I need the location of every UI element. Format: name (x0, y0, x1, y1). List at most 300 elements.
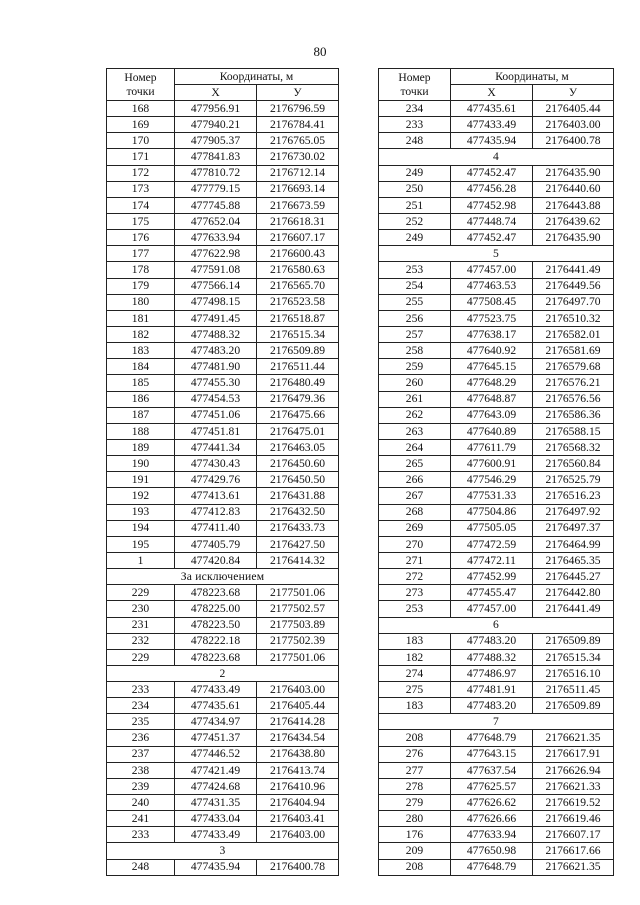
point-number-cell: 251 (379, 197, 451, 213)
x-coordinate-cell: 477456.28 (451, 181, 533, 197)
y-coordinate-cell: 2176403.41 (257, 811, 339, 827)
table-row (107, 359, 339, 375)
y-coordinate-cell: 2176509.89 (533, 698, 614, 714)
y-coordinate-cell: 2176525.79 (533, 472, 614, 488)
table-row (107, 456, 339, 472)
point-number-cell: 183 (107, 343, 175, 359)
point-number-cell: 248 (379, 133, 451, 149)
x-coordinate-cell: 477643.09 (451, 407, 533, 423)
header-coordinates: Координаты, м (451, 69, 614, 85)
table-row (107, 310, 339, 326)
table-row (107, 746, 339, 762)
table-row (107, 504, 339, 520)
page-number: 80 (313, 44, 327, 59)
table-row (107, 762, 339, 778)
point-number-cell: 278 (379, 778, 451, 794)
table-row (379, 310, 614, 326)
y-coordinate-cell: 2176730.02 (257, 149, 339, 165)
point-number-cell: 240 (107, 795, 175, 811)
x-coordinate-cell: 477591.08 (175, 262, 257, 278)
section-row (107, 665, 339, 681)
table-row (379, 569, 614, 585)
point-number-cell: 179 (107, 278, 175, 294)
point-number-cell: 180 (107, 294, 175, 310)
point-number-cell: 260 (379, 375, 451, 391)
point-number-cell: 265 (379, 456, 451, 472)
x-coordinate-cell: 477640.89 (451, 423, 533, 439)
x-coordinate-cell: 477433.49 (175, 827, 257, 843)
x-coordinate-cell: 477434.97 (175, 714, 257, 730)
header-point-line1: Номер (398, 71, 431, 85)
y-coordinate-cell: 2176509.89 (257, 343, 339, 359)
right-table-body (379, 101, 614, 876)
y-coordinate-cell: 2176621.35 (533, 859, 614, 875)
table-row (107, 601, 339, 617)
point-number-cell: 208 (379, 859, 451, 875)
point-number-cell: 249 (379, 165, 451, 181)
y-coordinate-cell: 2176568.32 (533, 439, 614, 455)
point-number-cell: 1 (107, 552, 175, 568)
point-number-cell: 186 (107, 391, 175, 407)
point-number-cell: 271 (379, 552, 451, 568)
table-row (107, 294, 339, 310)
table-row (107, 488, 339, 504)
table-row (379, 423, 614, 439)
table-row (379, 601, 614, 617)
table-row (107, 133, 339, 149)
x-coordinate-cell: 477638.17 (451, 326, 533, 342)
y-coordinate-cell: 2176518.87 (257, 310, 339, 326)
table-row (107, 859, 339, 875)
point-number-cell: 189 (107, 439, 175, 455)
x-coordinate-cell: 477457.00 (451, 601, 533, 617)
x-coordinate-cell: 477454.53 (175, 391, 257, 407)
table-row (379, 730, 614, 746)
y-coordinate-cell: 2176576.56 (533, 391, 614, 407)
table-row (379, 795, 614, 811)
section-label: 4 (379, 149, 614, 165)
table-row (379, 133, 614, 149)
x-coordinate-cell: 477435.61 (175, 698, 257, 714)
section-row (379, 617, 614, 633)
table-row (379, 843, 614, 859)
point-number-cell: 276 (379, 746, 451, 762)
point-number-cell: 255 (379, 294, 451, 310)
table-row (379, 375, 614, 391)
x-coordinate-cell: 477648.79 (451, 859, 533, 875)
table-row (379, 649, 614, 665)
y-coordinate-cell: 2176619.46 (533, 811, 614, 827)
x-coordinate-cell: 477956.91 (175, 101, 257, 117)
x-coordinate-cell: 477431.35 (175, 795, 257, 811)
x-coordinate-cell: 477446.52 (175, 746, 257, 762)
y-coordinate-cell: 2176405.44 (533, 101, 614, 117)
y-coordinate-cell: 2177501.06 (257, 585, 339, 601)
x-coordinate-cell: 477448.74 (451, 213, 533, 229)
x-coordinate-cell: 477455.47 (451, 585, 533, 601)
y-coordinate-cell: 2176475.01 (257, 423, 339, 439)
x-coordinate-cell: 477841.83 (175, 149, 257, 165)
table-row (107, 698, 339, 714)
point-number-cell: 275 (379, 682, 451, 698)
y-coordinate-cell: 2176465.35 (533, 552, 614, 568)
point-number-cell: 269 (379, 520, 451, 536)
x-coordinate-cell: 477779.15 (175, 181, 257, 197)
y-coordinate-cell: 2176463.05 (257, 439, 339, 455)
y-coordinate-cell: 2176400.78 (533, 133, 614, 149)
point-number-cell: 170 (107, 133, 175, 149)
x-coordinate-cell: 477457.00 (451, 262, 533, 278)
table-row (379, 117, 614, 133)
point-number-cell: 280 (379, 811, 451, 827)
section-label: 3 (107, 843, 339, 859)
y-coordinate-cell: 2176607.17 (533, 827, 614, 843)
table-row (107, 472, 339, 488)
table-row (107, 197, 339, 213)
x-coordinate-cell: 477429.76 (175, 472, 257, 488)
table-row (379, 439, 614, 455)
point-number-cell: 264 (379, 439, 451, 455)
point-number-cell: 259 (379, 359, 451, 375)
point-number-cell: 190 (107, 456, 175, 472)
y-coordinate-cell: 2176400.78 (257, 859, 339, 875)
header-coordinates: Координаты, м (175, 69, 339, 85)
y-coordinate-cell: 2176673.59 (257, 197, 339, 213)
x-coordinate-cell: 477940.21 (175, 117, 257, 133)
point-number-cell: 209 (379, 843, 451, 859)
x-coordinate-cell: 478223.68 (175, 585, 257, 601)
section-label: 5 (379, 246, 614, 262)
x-coordinate-cell: 477810.72 (175, 165, 257, 181)
table-row (107, 730, 339, 746)
point-number-cell: 233 (379, 117, 451, 133)
x-coordinate-cell: 478222.18 (175, 633, 257, 649)
x-coordinate-cell: 477433.49 (451, 117, 533, 133)
x-coordinate-cell: 477523.75 (451, 310, 533, 326)
point-number-cell: 176 (379, 827, 451, 843)
table-row (379, 811, 614, 827)
y-coordinate-cell: 2176626.94 (533, 762, 614, 778)
table-row (107, 649, 339, 665)
point-number-cell: 237 (107, 746, 175, 762)
y-coordinate-cell: 2176445.27 (533, 569, 614, 585)
table-row (107, 714, 339, 730)
table-row (379, 827, 614, 843)
x-coordinate-cell: 477566.14 (175, 278, 257, 294)
y-coordinate-cell: 2176621.35 (533, 730, 614, 746)
table-row (379, 746, 614, 762)
point-number-cell: 191 (107, 472, 175, 488)
table-row (107, 213, 339, 229)
table-row (379, 230, 614, 246)
table-row (379, 552, 614, 568)
table-row (379, 536, 614, 552)
y-coordinate-cell: 2176440.60 (533, 181, 614, 197)
y-coordinate-cell: 2176515.34 (257, 326, 339, 342)
y-coordinate-cell: 2176580.63 (257, 262, 339, 278)
x-coordinate-cell: 477648.29 (451, 375, 533, 391)
y-coordinate-cell: 2176607.17 (257, 230, 339, 246)
table-row (107, 795, 339, 811)
point-number-cell: 194 (107, 520, 175, 536)
table-row (107, 149, 339, 165)
point-number-cell: 236 (107, 730, 175, 746)
point-number-cell: 181 (107, 310, 175, 326)
x-coordinate-cell: 477452.47 (451, 165, 533, 181)
x-coordinate-cell: 477745.88 (175, 197, 257, 213)
point-number-cell: 250 (379, 181, 451, 197)
point-number-cell: 256 (379, 310, 451, 326)
point-number-cell: 270 (379, 536, 451, 552)
section-row (379, 246, 614, 262)
point-number-cell: 183 (379, 698, 451, 714)
x-coordinate-cell: 477504.86 (451, 504, 533, 520)
y-coordinate-cell: 2176693.14 (257, 181, 339, 197)
table-row (107, 278, 339, 294)
y-coordinate-cell: 2176449.56 (533, 278, 614, 294)
y-coordinate-cell: 2176586.36 (533, 407, 614, 423)
left-table-body (107, 101, 339, 876)
point-number-cell: 268 (379, 504, 451, 520)
section-row (379, 149, 614, 165)
section-label: За исключением (107, 569, 339, 585)
point-number-cell: 257 (379, 326, 451, 342)
y-coordinate-cell: 2176450.60 (257, 456, 339, 472)
table-row (379, 407, 614, 423)
x-coordinate-cell: 477505.05 (451, 520, 533, 536)
point-number-cell: 253 (379, 262, 451, 278)
y-coordinate-cell: 2176427.50 (257, 536, 339, 552)
x-coordinate-cell: 477435.94 (451, 133, 533, 149)
x-coordinate-cell: 477420.84 (175, 552, 257, 568)
y-coordinate-cell: 2176404.94 (257, 795, 339, 811)
point-number-cell: 192 (107, 488, 175, 504)
point-number-cell: 274 (379, 665, 451, 681)
point-number-cell: 230 (107, 601, 175, 617)
table-row (107, 439, 339, 455)
x-coordinate-cell: 477452.98 (451, 197, 533, 213)
x-coordinate-cell: 477451.37 (175, 730, 257, 746)
y-coordinate-cell: 2176475.66 (257, 407, 339, 423)
table-row (379, 359, 614, 375)
point-number-cell: 187 (107, 407, 175, 423)
table-row (107, 407, 339, 423)
coordinates-table-right (378, 68, 614, 876)
point-number-cell: 258 (379, 343, 451, 359)
x-coordinate-cell: 477648.87 (451, 391, 533, 407)
point-number-cell: 182 (107, 326, 175, 342)
x-coordinate-cell: 477652.04 (175, 213, 257, 229)
x-coordinate-cell: 477413.61 (175, 488, 257, 504)
point-number-cell: 261 (379, 391, 451, 407)
x-coordinate-cell: 477546.29 (451, 472, 533, 488)
point-number-cell: 267 (379, 488, 451, 504)
x-coordinate-cell: 477451.06 (175, 407, 257, 423)
x-coordinate-cell: 477637.54 (451, 762, 533, 778)
x-coordinate-cell: 477472.59 (451, 536, 533, 552)
y-coordinate-cell: 2176560.84 (533, 456, 614, 472)
point-number-cell: 235 (107, 714, 175, 730)
table-row (379, 488, 614, 504)
y-coordinate-cell: 2176576.21 (533, 375, 614, 391)
x-coordinate-cell: 477626.66 (451, 811, 533, 827)
y-coordinate-cell: 2176414.28 (257, 714, 339, 730)
point-number-cell: 185 (107, 375, 175, 391)
y-coordinate-cell: 2176588.15 (533, 423, 614, 439)
table-row (107, 262, 339, 278)
point-number-cell: 184 (107, 359, 175, 375)
table-row (107, 165, 339, 181)
table-row (379, 504, 614, 520)
x-coordinate-cell: 477486.97 (451, 665, 533, 681)
point-number-cell: 182 (379, 649, 451, 665)
table-row (107, 536, 339, 552)
y-coordinate-cell: 2176435.90 (533, 165, 614, 181)
table-row (379, 343, 614, 359)
table-row (379, 278, 614, 294)
y-coordinate-cell: 2176523.58 (257, 294, 339, 310)
y-coordinate-cell: 2176441.49 (533, 262, 614, 278)
y-coordinate-cell: 2176432.50 (257, 504, 339, 520)
y-coordinate-cell: 2176582.01 (533, 326, 614, 342)
x-coordinate-cell: 477600.91 (451, 456, 533, 472)
x-coordinate-cell: 477483.20 (451, 698, 533, 714)
point-number-cell: 174 (107, 197, 175, 213)
table-row (107, 520, 339, 536)
point-number-cell: 253 (379, 601, 451, 617)
x-coordinate-cell: 477412.83 (175, 504, 257, 520)
y-coordinate-cell: 2177503.89 (257, 617, 339, 633)
y-coordinate-cell: 2176403.00 (257, 827, 339, 843)
y-coordinate-cell: 2176497.70 (533, 294, 614, 310)
table-row (107, 633, 339, 649)
x-coordinate-cell: 477650.98 (451, 843, 533, 859)
x-coordinate-cell: 477498.15 (175, 294, 257, 310)
point-number-cell: 239 (107, 778, 175, 794)
point-number-cell: 168 (107, 101, 175, 117)
table-row (107, 391, 339, 407)
section-row (107, 569, 339, 585)
table-row (107, 778, 339, 794)
point-number-cell: 178 (107, 262, 175, 278)
point-number-cell: 183 (379, 633, 451, 649)
table-row (107, 617, 339, 633)
y-coordinate-cell: 2177501.06 (257, 649, 339, 665)
x-coordinate-cell: 477435.61 (451, 101, 533, 117)
table-row (107, 585, 339, 601)
point-number-cell: 229 (107, 649, 175, 665)
table-row (107, 181, 339, 197)
y-coordinate-cell: 2176600.43 (257, 246, 339, 262)
point-number-cell: 176 (107, 230, 175, 246)
point-number-cell: 173 (107, 181, 175, 197)
point-number-cell: 172 (107, 165, 175, 181)
point-number-cell: 232 (107, 633, 175, 649)
x-coordinate-cell: 477455.30 (175, 375, 257, 391)
section-row (107, 843, 339, 859)
x-coordinate-cell: 477625.57 (451, 778, 533, 794)
x-coordinate-cell: 477451.81 (175, 423, 257, 439)
y-coordinate-cell: 2176403.00 (533, 117, 614, 133)
y-coordinate-cell: 2176443.88 (533, 197, 614, 213)
y-coordinate-cell: 2177502.57 (257, 601, 339, 617)
header-point-number (107, 69, 175, 101)
table-row (107, 423, 339, 439)
y-coordinate-cell: 2176405.44 (257, 698, 339, 714)
y-coordinate-cell: 2176450.50 (257, 472, 339, 488)
y-coordinate-cell: 2176511.44 (257, 359, 339, 375)
x-coordinate-cell: 477905.37 (175, 133, 257, 149)
y-coordinate-cell: 2176433.73 (257, 520, 339, 536)
point-number-cell: 233 (107, 682, 175, 698)
section-label: 6 (379, 617, 614, 633)
table-row (379, 101, 614, 117)
y-coordinate-cell: 2176510.32 (533, 310, 614, 326)
x-coordinate-cell: 477488.32 (451, 649, 533, 665)
section-label: 7 (379, 714, 614, 730)
y-coordinate-cell: 2176439.62 (533, 213, 614, 229)
header-point-number (379, 69, 451, 101)
y-coordinate-cell: 2176621.33 (533, 778, 614, 794)
point-number-cell: 266 (379, 472, 451, 488)
point-number-cell: 254 (379, 278, 451, 294)
table-row (107, 827, 339, 843)
y-coordinate-cell: 2176516.10 (533, 665, 614, 681)
y-coordinate-cell: 2176497.37 (533, 520, 614, 536)
header-point-line2: точки (126, 84, 155, 98)
header-y: У (257, 85, 339, 101)
x-coordinate-cell: 477611.79 (451, 439, 533, 455)
point-number-cell: 241 (107, 811, 175, 827)
table-row (107, 117, 339, 133)
x-coordinate-cell: 477622.98 (175, 246, 257, 262)
y-coordinate-cell: 2176618.31 (257, 213, 339, 229)
point-number-cell: 238 (107, 762, 175, 778)
header-point-line2: точки (400, 84, 429, 98)
y-coordinate-cell: 2176619.52 (533, 795, 614, 811)
x-coordinate-cell: 477531.33 (451, 488, 533, 504)
x-coordinate-cell: 477483.20 (451, 633, 533, 649)
table-row (107, 326, 339, 342)
table-row (379, 213, 614, 229)
header-y: У (533, 85, 614, 101)
table-row (379, 326, 614, 342)
y-coordinate-cell: 2176480.49 (257, 375, 339, 391)
y-coordinate-cell: 2176617.66 (533, 843, 614, 859)
y-coordinate-cell: 2176515.34 (533, 649, 614, 665)
table-row (107, 230, 339, 246)
y-coordinate-cell: 2176765.05 (257, 133, 339, 149)
x-coordinate-cell: 477645.15 (451, 359, 533, 375)
x-coordinate-cell: 477491.45 (175, 310, 257, 326)
point-number-cell: 229 (107, 585, 175, 601)
y-coordinate-cell: 2176414.32 (257, 552, 339, 568)
point-number-cell: 277 (379, 762, 451, 778)
y-coordinate-cell: 2176479.36 (257, 391, 339, 407)
table-row (379, 181, 614, 197)
point-number-cell: 177 (107, 246, 175, 262)
table-row (107, 101, 339, 117)
x-coordinate-cell: 477481.91 (451, 682, 533, 698)
y-coordinate-cell: 2176581.69 (533, 343, 614, 359)
point-number-cell: 195 (107, 536, 175, 552)
x-coordinate-cell: 477626.62 (451, 795, 533, 811)
x-coordinate-cell: 477643.15 (451, 746, 533, 762)
header-point-line1: Номер (124, 71, 157, 85)
x-coordinate-cell: 477433.04 (175, 811, 257, 827)
table-row (379, 472, 614, 488)
y-coordinate-cell: 2176509.89 (533, 633, 614, 649)
